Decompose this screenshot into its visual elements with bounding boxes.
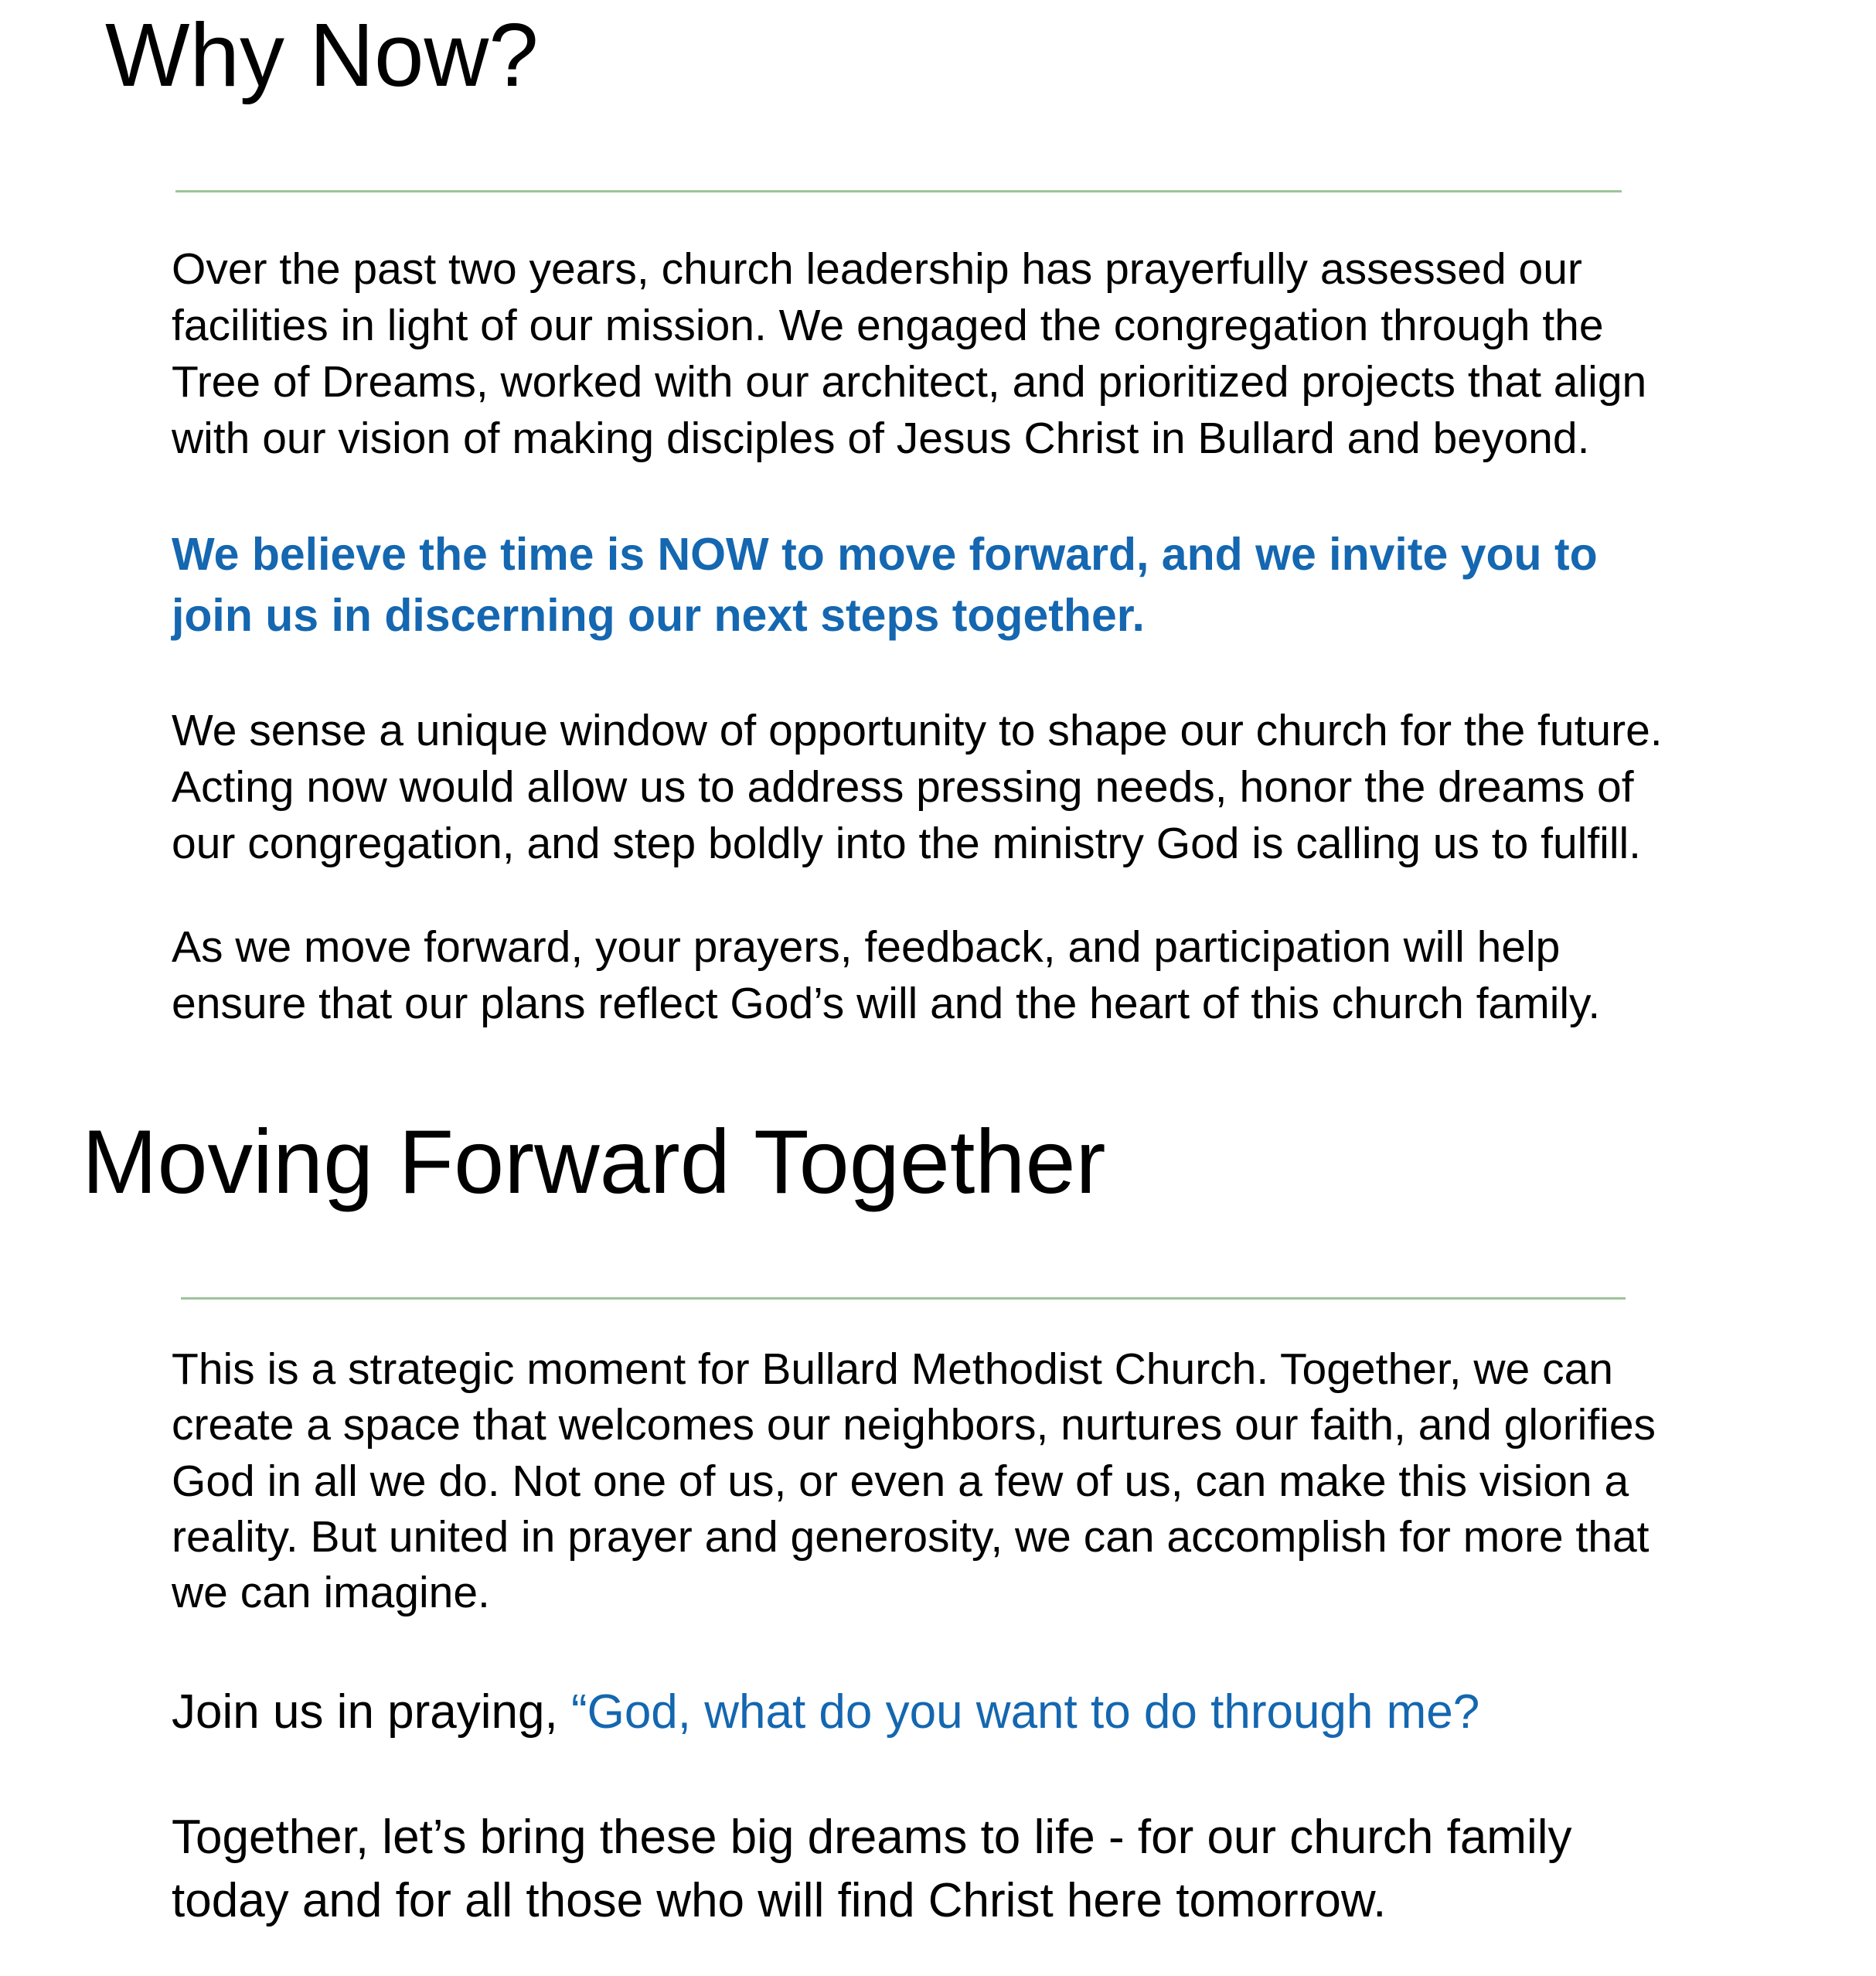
text-line: We sense a unique window of opportunity to shape our church for the future. — [172, 706, 1663, 755]
text-line: ensure that our plans reflect God’s will and the heart of this church family. — [172, 979, 1601, 1028]
text-line: Tree of Dreams, worked with our architect, and prioritized projects that align — [172, 357, 1647, 407]
text-line: our congregation, and step boldly into the ministry God is calling us to fulfill. — [172, 819, 1642, 868]
text-line: As we move forward, your prayers, feedback, and participation will help — [172, 922, 1561, 972]
section-heading-why-now: Why Now? — [105, 5, 539, 105]
text-line: we can imagine. — [172, 1568, 490, 1618]
paragraph-participation — [172, 919, 1600, 1032]
prayer-invitation — [172, 1681, 1479, 1744]
text-line: Acting now would allow us to address pressing needs, honor the dreams of — [172, 762, 1634, 812]
paragraph-window-of-opportunity — [172, 703, 1663, 872]
section-heading-moving-forward: Moving Forward Together — [82, 1111, 1106, 1212]
section-divider — [181, 1297, 1626, 1300]
text-line: God in all we do. Not one of us, or even a few of us, can make this vision a — [172, 1456, 1629, 1506]
section-divider — [175, 190, 1622, 192]
text-line: We believe the time is NOW to move forward, and we invite you to — [172, 529, 1598, 580]
prayer-intro: Join us in praying, — [172, 1685, 571, 1739]
text-line: create a space that welcomes our neighbors, nurtures our faith, and glorifies — [172, 1400, 1656, 1450]
text-line: facilities in light of our mission. We engaged the congregation through the — [172, 301, 1604, 350]
prayer-quote: “God, what do you want to do through me? — [570, 1685, 1480, 1739]
text-line: Together, let’s bring these big dreams to life - for our church family — [172, 1811, 1572, 1864]
paragraph-facilities-assessment — [172, 241, 1646, 467]
text-line: reality. But united in prayer and generosity, we can accomplish for more that — [172, 1511, 1650, 1562]
closing-paragraph — [172, 1806, 1572, 1933]
text-line: join us in discerning our next steps together. — [172, 590, 1145, 641]
paragraph-strategic-moment — [172, 1341, 1656, 1620]
text-line: today and for all those who will find Christ here tomorrow. — [172, 1874, 1387, 1927]
highlight-callout — [172, 524, 1598, 646]
text-line: Over the past two years, church leadership has prayerfully assessed our — [172, 244, 1582, 294]
text-line: with our vision of making disciples of Jesus Christ in Bullard and beyond. — [172, 414, 1590, 463]
text-line: This is a strategic moment for Bullard Methodist Church. Together, we can — [172, 1344, 1613, 1394]
